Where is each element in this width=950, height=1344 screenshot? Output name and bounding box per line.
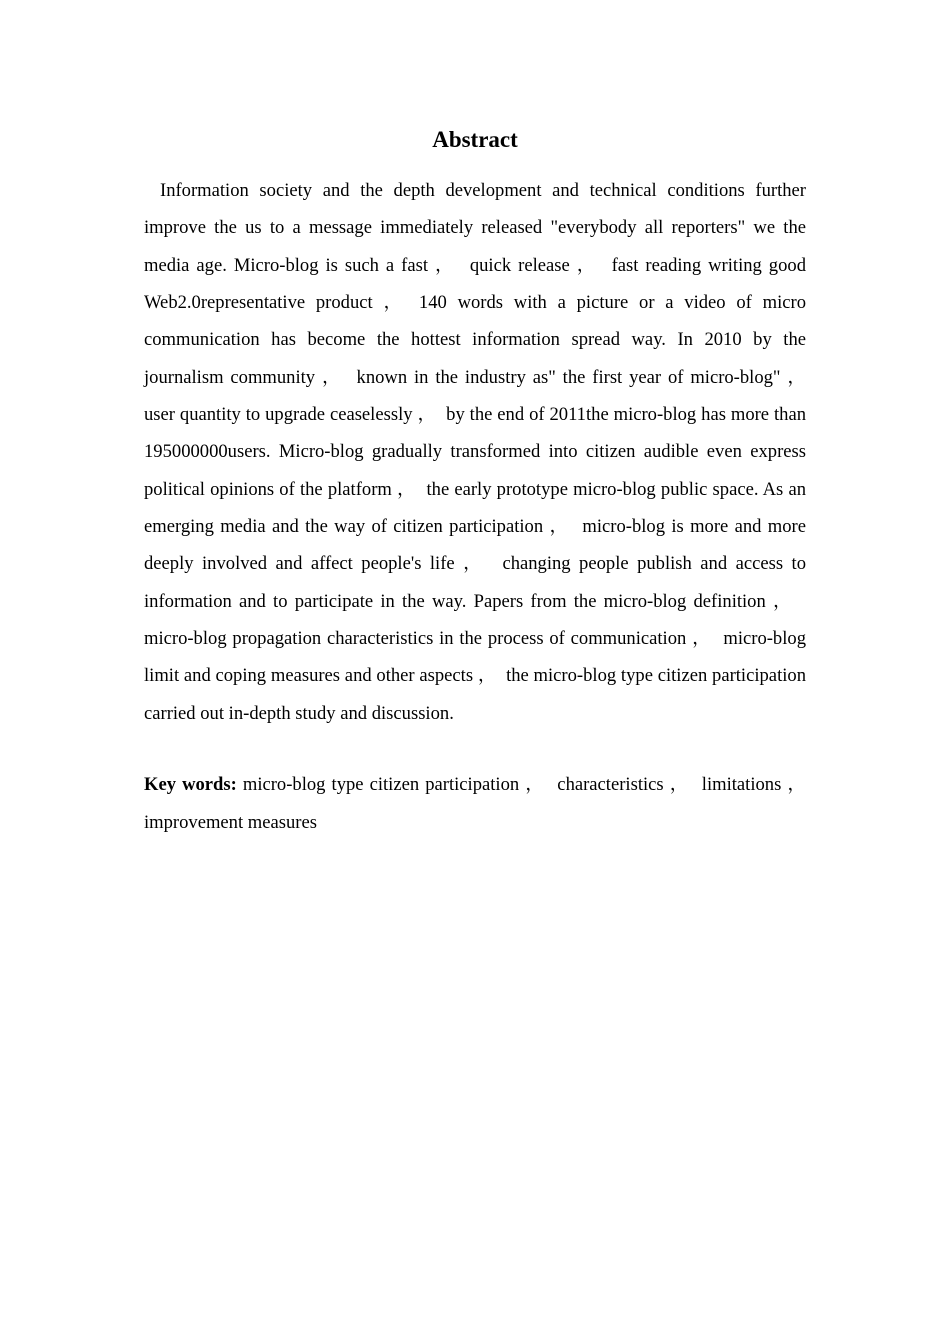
keywords-label: Key words: [144,774,237,796]
keywords-text: micro-blog type citizen participation ， characteristics ， limitations ， improvement measures [144,774,806,833]
keywords-line [144,766,806,841]
abstract-title: Abstract [432,127,518,152]
abstract-body: Information society and the depth development and technical conditions further improve the us to a message immediately released "everybody all reporters" we the media age. Micro-blog is such a fast ， quick release ， fast reading writing good Web2.0representative product ， 140 words with a picture or a video of micro communication has become the hottest information spread way. In 2010 by the journalism community ， known in the industry as" the first year of micro-blog" ， user quantity to upgrade ceaselessly ， by the end of 2011the micro-blog has more than 195000000users. Micro-blog gradually transformed into citizen audible even express political opinions of the platform ， the early prototype micro-blog public space. As an emerging media and the way of citizen participation ， micro-blog is more and more deeply involved and affect people's life ， changing people publish and access to information and to participate in the way. Papers from the micro-blog definition ， micro-blog propagation characteristics in the process of communication ， micro-blog limit and coping measures and other aspects ， the micro-blog type citizen participation carried out in-depth study and discussion. [144,180,806,724]
abstract-section [144,122,806,841]
